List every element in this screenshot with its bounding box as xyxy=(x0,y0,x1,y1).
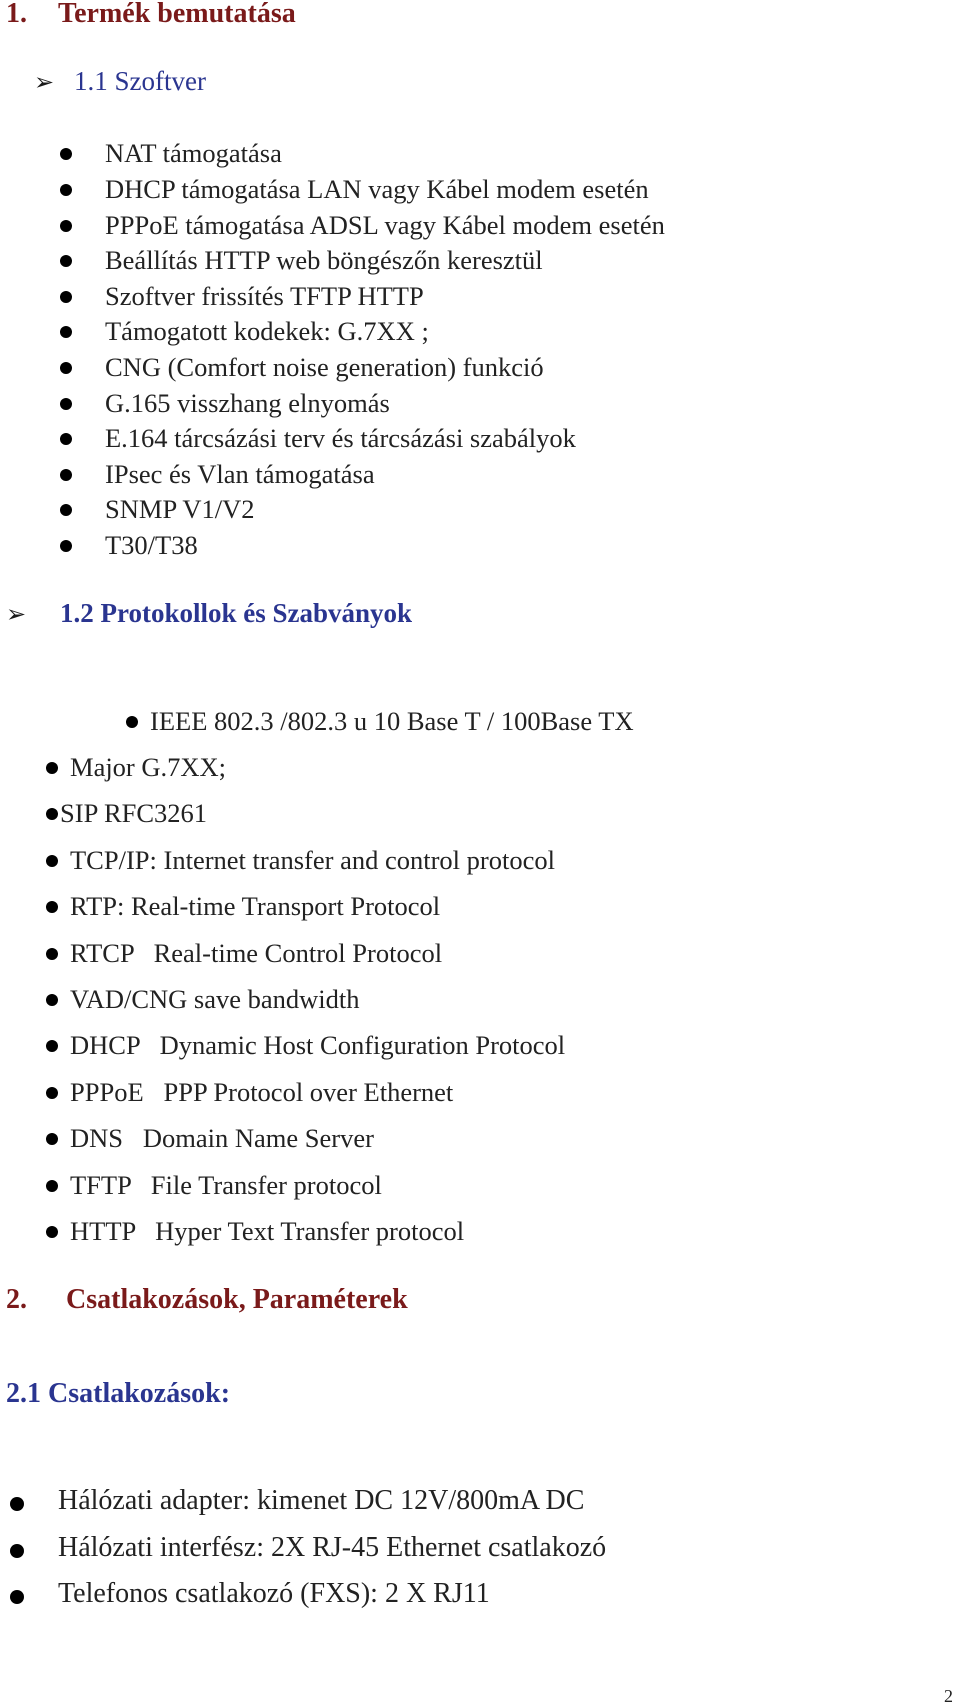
list-item-text: Szoftver frissítés TFTP HTTP xyxy=(105,281,424,311)
bullet-dot-icon xyxy=(46,1133,58,1145)
heading-2-number: 2. xyxy=(6,1284,27,1315)
list-item-text: T30/T38 xyxy=(105,530,198,560)
bullet-dot-icon xyxy=(60,184,72,196)
list-item-text: Támogatott kodekek: G.7XX ; xyxy=(105,316,429,346)
bullet-dot-icon xyxy=(60,469,72,481)
list-item-text: E.164 tárcsázási terv és tárcsázási szabályok xyxy=(105,423,576,453)
list-item-text: DHCP Dynamic Host Configuration Protocol xyxy=(70,1030,566,1060)
heading-1-number: 1. xyxy=(6,0,27,29)
bullet-dot-icon xyxy=(10,1590,24,1604)
list-item-text: Hálózati adapter: kimenet DC 12V/800mA DC xyxy=(58,1485,585,1516)
bullet-dot-icon xyxy=(60,398,72,410)
bullet-dot-icon xyxy=(10,1497,24,1511)
bullet-dot-icon xyxy=(46,994,58,1006)
list-item-text: Telefonos csatlakozó (FXS): 2 X RJ11 xyxy=(58,1578,490,1609)
bullet-dot-icon xyxy=(46,762,58,774)
bullet-dot-icon xyxy=(60,255,72,267)
arrow-bullet-icon: ➢ xyxy=(34,70,55,96)
arrow-bullet-icon: ➢ xyxy=(6,602,27,628)
list-item-text: SIP RFC3261 xyxy=(60,798,208,828)
list-item-text: Hálózati interfész: 2X RJ-45 Ethernet csatlakozó xyxy=(58,1532,607,1563)
page-number: 2 xyxy=(944,1686,953,1706)
heading-1-title: Termék bemutatása xyxy=(58,0,296,29)
bullet-dot-icon xyxy=(60,148,72,160)
bullet-dot-icon xyxy=(126,716,138,728)
list-item-text: TCP/IP: Internet transfer and control protocol xyxy=(70,845,555,875)
list-item-text: IPsec és Vlan támogatása xyxy=(105,459,375,489)
bullet-dot-icon xyxy=(46,1180,58,1192)
list-item-text: NAT támogatása xyxy=(105,138,282,168)
list-item-text: DHCP támogatása LAN vagy Kábel modem esetén xyxy=(105,174,649,204)
list-item-text: IEEE 802.3 /802.3 u 10 Base T / 100Base TX xyxy=(150,706,634,736)
bullet-dot-icon xyxy=(46,901,58,913)
list-item-text: VAD/CNG save bandwidth xyxy=(70,984,360,1014)
bullet-dot-icon xyxy=(60,540,72,552)
bullet-dot-icon xyxy=(60,220,72,232)
list-item-text: PPPoE támogatása ADSL vagy Kábel modem esetén xyxy=(105,210,665,240)
section-1-1-title: 1.1 Szoftver xyxy=(74,66,206,96)
bullet-dot-icon xyxy=(46,948,58,960)
bullet-dot-icon xyxy=(10,1544,24,1558)
list-item-text: HTTP Hyper Text Transfer protocol xyxy=(70,1216,465,1246)
list-item-text: G.165 visszhang elnyomás xyxy=(105,388,390,418)
bullet-dot-icon xyxy=(46,808,58,820)
bullet-dot-icon xyxy=(60,433,72,445)
heading-2-title: Csatlakozások, Paraméterek xyxy=(66,1284,408,1315)
bullet-dot-icon xyxy=(46,1040,58,1052)
bullet-dot-icon xyxy=(60,326,72,338)
list-item-text: SNMP V1/V2 xyxy=(105,494,255,524)
section-1-2-title: 1.2 Protokollok és Szabványok xyxy=(60,598,413,628)
list-item-text: RTP: Real-time Transport Protocol xyxy=(70,891,441,921)
bullet-dot-icon xyxy=(60,362,72,374)
bullet-dot-icon xyxy=(60,291,72,303)
bullet-dot-icon xyxy=(60,504,72,516)
list-item-text: TFTP File Transfer protocol xyxy=(70,1170,382,1200)
list-item-text: Major G.7XX; xyxy=(70,752,227,782)
bullet-dot-icon xyxy=(46,855,58,867)
list-item-text: RTCP Real-time Control Protocol xyxy=(70,938,443,968)
list-item-text: Beállítás HTTP web böngészőn keresztül xyxy=(105,245,543,275)
list-item-text: DNS Domain Name Server xyxy=(70,1123,374,1153)
list-item-text: PPPoE PPP Protocol over Ethernet xyxy=(70,1077,454,1107)
bullet-dot-icon xyxy=(46,1226,58,1238)
list-item-text: CNG (Comfort noise generation) funkció xyxy=(105,352,544,382)
section-2-1-title: 2.1 Csatlakozások: xyxy=(6,1378,231,1409)
bullet-dot-icon xyxy=(46,1087,58,1099)
